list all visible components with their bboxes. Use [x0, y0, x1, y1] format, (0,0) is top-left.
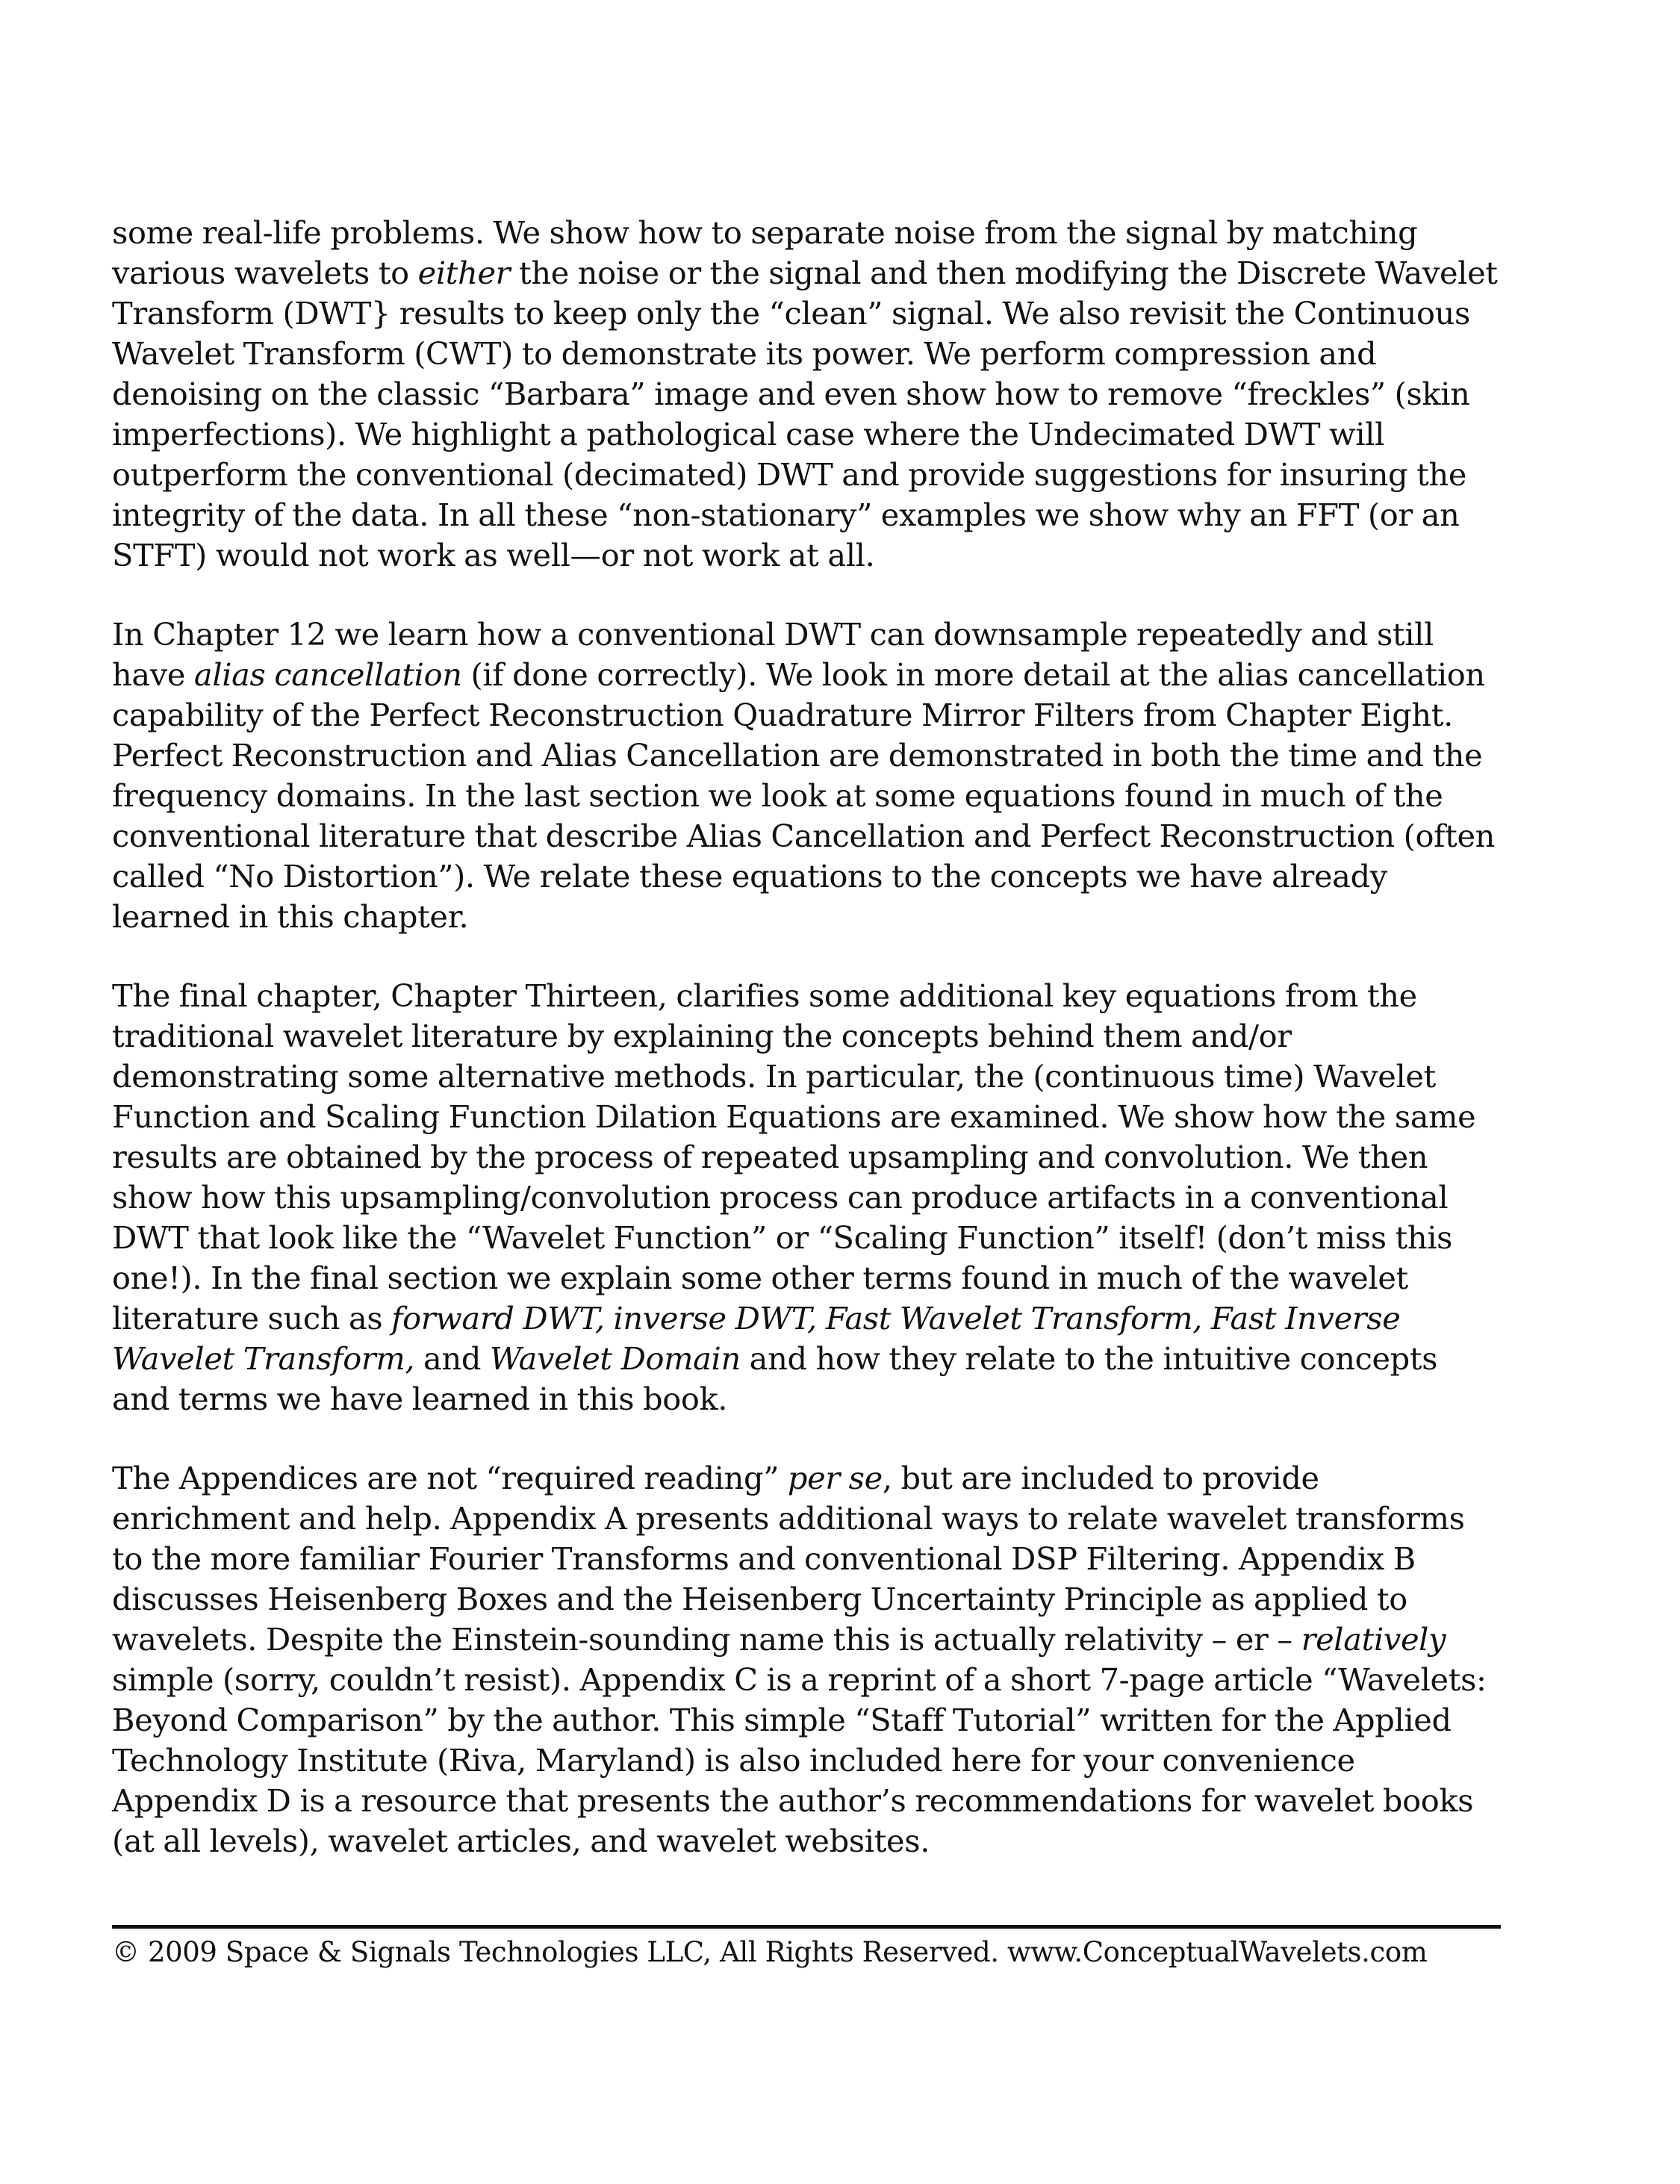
paragraph-appendices	[112, 1458, 1501, 1861]
italic-text-segment: Wavelet Domain	[489, 1340, 741, 1377]
text-segment: In Chapter 12 we learn how a conventional DWT can downsample repeatedly and still have	[112, 616, 1434, 693]
paragraph-chapter-13	[112, 976, 1501, 1419]
page-body	[112, 213, 1501, 1900]
text-segment: The final chapter, Chapter Thirteen, clarifies some additional key equations from the traditional wavelet literature by explaining the concepts behind them and/or demonstrating some alternative methods. In particular, the (continuous time) Wavelet Function and Scaling Function Dilation Equations are examined. We show how the same results are obtained by the process of repeated upsampling and convolution. We then show how this upsampling/convolution process can produce artifacts in a conventional DWT that look like the “Wavelet Function” or “Scaling Function” itself! (don’t miss this one!). In the final section we explain some other terms found in much of the wavelet literature such as	[112, 977, 1476, 1337]
text-segment: The Appendices are not “required reading”	[112, 1460, 788, 1496]
italic-text-segment: relatively	[1301, 1621, 1446, 1658]
paragraph-denoising	[112, 213, 1501, 576]
italic-text-segment: either	[417, 255, 511, 291]
text-segment: some real-life problems. We show how to separate noise from the signal by matching various wavelets to	[112, 214, 1418, 291]
italic-text-segment: per se	[787, 1460, 883, 1496]
italic-text-segment: alias cancellation	[193, 656, 462, 693]
paragraph-chapter-12	[112, 615, 1501, 937]
footer-divider	[112, 1925, 1501, 1929]
text-segment: (if done correctly). We look in more detail at the alias cancellation capability of the Perfect Reconstruction Quadrature Mirror Filters from Chapter Eight. Perfect Reconstruction and Alias Cancellation are demonstrated in both the time and the frequency domains. In the last section we look at some equations found in much of the conventional literature that describe Alias Cancellation and Perfect Reconstruction (often called “No Distortion”). We relate these equations to the concepts we have already learned in this chapter.	[112, 656, 1496, 935]
italic-text-segment: forward DWT, inverse DWT, Fast Wavelet Transform, Fast Inverse Wavelet Transform,	[112, 1300, 1401, 1377]
copyright-footer: © 2009 Space & Signals Technologies LLC, All Rights Reserved. www.ConceptualWavelets.com	[112, 1936, 1428, 1968]
text-segment: , but are included to provide enrichment and help. Appendix A presents additional ways to relate wavelet transforms to the more familiar Fourier Transforms and conventional DSP Filtering. Appendix B discusses Heisenberg Boxes and the Heisenberg Uncertainty Principle as applied to wavelets. Despite the Einstein-sounding name this is actually relativity – er –	[112, 1460, 1465, 1658]
text-segment: and	[414, 1340, 490, 1377]
text-segment: the noise or the signal and then modifying the Discrete Wavelet Transform (DWT} results to keep only the “clean” signal. We also revisit the Continuous Wavelet Transform (CWT) to demonstrate its power. We perform compression and denoising on the classic “Barbara” image and even show how to remove “freckles” (skin imperfections). We highlight a pathological case where the Undecimated DWT will outperform the conventional (decimated) DWT and provide suggestions for insuring the integrity of the data. In all these “non-stationary” examples we show why an FFT (or an STFT) would not work as well—or not work at all.	[112, 255, 1498, 573]
text-segment: and how they relate to the intuitive concepts and terms we have learned in this book.	[112, 1340, 1438, 1417]
text-segment: simple (sorry, couldn’t resist). Appendix C is a reprint of a short 7-page article “Wavelets: Beyond Comparison” by the author. This simple “Staff Tutorial” written for the Applied Technology Institute (Riva, Maryland) is also included here for your convenience Appendix D is a resource that presents the author’s recommendations for wavelet books (at all levels), wavelet articles, and wavelet websites.	[112, 1661, 1487, 1859]
